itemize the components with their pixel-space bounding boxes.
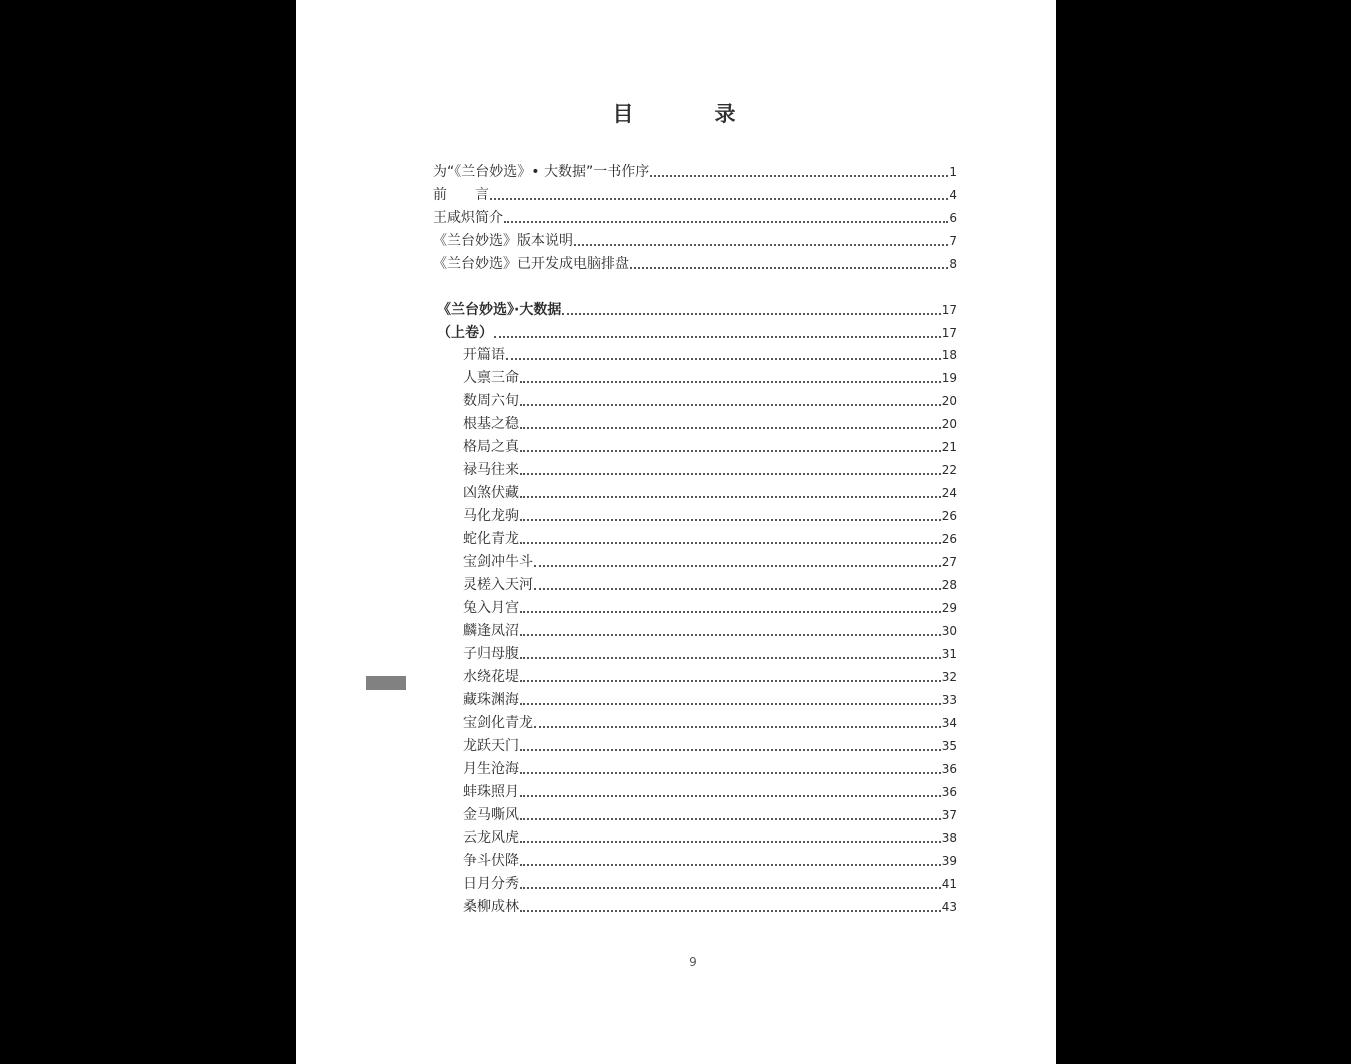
toc-dot-leader <box>630 267 948 269</box>
document-page <box>296 0 1056 1064</box>
toc-dot-leader <box>490 198 948 200</box>
toc-entry-page: 6 <box>949 211 957 225</box>
toc-dot-leader <box>534 726 941 728</box>
toc-entry-page: 17 <box>941 326 957 340</box>
toc-entry-page: 33 <box>941 693 957 707</box>
toc-entry <box>463 414 957 434</box>
toc-entry-label: 争斗伏降 <box>463 853 519 869</box>
toc-entry-label: 根基之稳 <box>463 416 519 432</box>
toc-entry <box>463 759 957 779</box>
toc-entry-page: 8 <box>949 257 957 271</box>
toc-dot-leader <box>520 703 941 705</box>
toc-entry-label: 开篇语 <box>463 347 505 363</box>
toc-entry-label: 日月分秀 <box>463 876 519 892</box>
toc-entry-label: 《兰台妙选》·大数据 <box>437 302 562 318</box>
toc-entry <box>463 575 957 595</box>
toc-entry-label: 禄马往来 <box>463 462 519 478</box>
toc-entry-page: 20 <box>941 394 957 408</box>
toc-entry-label: 王咸炽简介 <box>433 210 503 226</box>
toc-entry-page: 30 <box>941 624 957 638</box>
toc-entry-label: 数周六旬 <box>463 393 519 409</box>
toc-entry-label: （上卷） <box>437 325 493 341</box>
toc-entry-page: 43 <box>941 900 957 914</box>
toc-entry-page: 31 <box>941 647 957 661</box>
toc-entry <box>463 644 957 664</box>
toc-dot-leader <box>520 404 941 406</box>
toc-dot-leader <box>494 336 941 338</box>
toc-dot-leader <box>574 244 948 246</box>
toc-dot-leader <box>534 565 941 567</box>
toc-entry-page: 26 <box>941 509 957 523</box>
toc-entry-page: 21 <box>941 440 957 454</box>
page-number: 9 <box>689 955 697 969</box>
toc-entry <box>433 185 957 205</box>
toc-dot-leader <box>520 772 941 774</box>
toc-entry-page: 38 <box>941 831 957 845</box>
toc-entry <box>463 437 957 457</box>
toc-entry <box>437 323 957 343</box>
toc-dot-leader <box>520 519 941 521</box>
toc-entry <box>463 483 957 503</box>
toc-dot-leader <box>534 588 941 590</box>
toc-entry-page: 34 <box>941 716 957 730</box>
toc-entry <box>463 667 957 687</box>
toc-entry <box>433 162 957 182</box>
toc-entry-label: 金马嘶风 <box>463 807 519 823</box>
toc-entry <box>463 391 957 411</box>
toc-dot-leader <box>562 313 940 315</box>
scan-speck <box>366 676 406 690</box>
toc-entry-page: 26 <box>941 532 957 546</box>
toc-entry-label: 宝剑冲牛斗 <box>463 554 533 570</box>
toc-dot-leader <box>650 175 948 177</box>
toc-dot-leader <box>520 864 941 866</box>
toc-dot-leader <box>520 634 941 636</box>
toc-entry <box>463 782 957 802</box>
toc-entry <box>463 529 957 549</box>
toc-entry-page: 22 <box>941 463 957 477</box>
toc-entry <box>463 460 957 480</box>
toc-entry-page: 32 <box>941 670 957 684</box>
toc-entry-page: 35 <box>941 739 957 753</box>
toc-entry <box>463 506 957 526</box>
toc-entry <box>463 805 957 825</box>
toc-entry-page: 18 <box>941 348 957 362</box>
toc-entry-label: 云龙风虎 <box>463 830 519 846</box>
toc-entry-label: 凶煞伏藏 <box>463 485 519 501</box>
toc-entry-page: 19 <box>941 371 957 385</box>
toc-dot-leader <box>520 450 941 452</box>
toc-entry-page: 27 <box>941 555 957 569</box>
toc-entry-label: 龙跃天门 <box>463 738 519 754</box>
toc-entry-label: 马化龙驹 <box>463 508 519 524</box>
toc-dot-leader <box>520 427 941 429</box>
toc-entry-label: 人禀三命 <box>463 370 519 386</box>
toc-entry-page: 41 <box>941 877 957 891</box>
toc-entry <box>463 828 957 848</box>
toc-entry-label: 水绕花堤 <box>463 669 519 685</box>
toc-entry-label: 麟逢凤沼 <box>463 623 519 639</box>
toc-dot-leader <box>520 680 941 682</box>
toc-entry-page: 20 <box>941 417 957 431</box>
toc-dot-leader <box>520 381 941 383</box>
toc-entry <box>433 208 957 228</box>
toc-entry <box>463 690 957 710</box>
toc-entry <box>463 713 957 733</box>
toc-entry <box>463 851 957 871</box>
toc-entry <box>463 368 957 388</box>
toc-entry <box>463 736 957 756</box>
toc-title: 目 录 <box>612 102 766 126</box>
toc-entry-label: 蛇化青龙 <box>463 531 519 547</box>
toc-entry <box>463 552 957 572</box>
toc-entry-page: 7 <box>949 234 957 248</box>
toc-entry-label: 兔入月宫 <box>463 600 519 616</box>
toc-dot-leader <box>520 841 941 843</box>
toc-entry-label: 《兰台妙选》版本说明 <box>433 233 573 249</box>
toc-entry-label: 格局之真 <box>463 439 519 455</box>
toc-entry <box>433 231 957 251</box>
toc-dot-leader <box>506 358 941 360</box>
toc-dot-leader <box>520 887 941 889</box>
toc-dot-leader <box>520 496 941 498</box>
toc-entry <box>463 621 957 641</box>
toc-dot-leader <box>520 910 941 912</box>
toc-entry <box>463 874 957 894</box>
toc-entry-page: 1 <box>949 165 957 179</box>
toc-entry-label: 前 言 <box>433 187 489 203</box>
toc-dot-leader <box>504 221 948 223</box>
toc-entry-page: 28 <box>941 578 957 592</box>
toc-entry <box>437 300 957 320</box>
toc-entry-label: 灵槎入天河 <box>463 577 533 593</box>
toc-entry <box>433 254 957 274</box>
toc-entry-page: 24 <box>941 486 957 500</box>
toc-entry-page: 29 <box>941 601 957 615</box>
toc-entry-label: 月生沧海 <box>463 761 519 777</box>
toc-dot-leader <box>520 818 941 820</box>
toc-entry-label: 为“《兰台妙选》• 大数据”一书作序 <box>433 164 650 180</box>
toc-entry-label: 桑柳成林 <box>463 899 519 915</box>
toc-entry-page: 36 <box>941 762 957 776</box>
toc-entry-label: 《兰台妙选》已开发成电脑排盘 <box>433 256 629 272</box>
toc-entry-label: 宝剑化青龙 <box>463 715 533 731</box>
toc-entry-label: 子归母腹 <box>463 646 519 662</box>
toc-dot-leader <box>520 473 941 475</box>
toc-entry-label: 藏珠渊海 <box>463 692 519 708</box>
toc-entry-page: 39 <box>941 854 957 868</box>
toc-entry-page: 36 <box>941 785 957 799</box>
toc-dot-leader <box>520 749 941 751</box>
toc-dot-leader <box>520 657 941 659</box>
toc-entry <box>463 598 957 618</box>
toc-entry <box>463 897 957 917</box>
toc-entry-label: 蚌珠照月 <box>463 784 519 800</box>
toc-entry-page: 17 <box>941 303 957 317</box>
toc-dot-leader <box>520 795 941 797</box>
toc-entry-page: 37 <box>941 808 957 822</box>
toc-dot-leader <box>520 611 941 613</box>
toc-entry-page: 4 <box>949 188 957 202</box>
toc-entry <box>463 345 957 365</box>
toc-dot-leader <box>520 542 941 544</box>
